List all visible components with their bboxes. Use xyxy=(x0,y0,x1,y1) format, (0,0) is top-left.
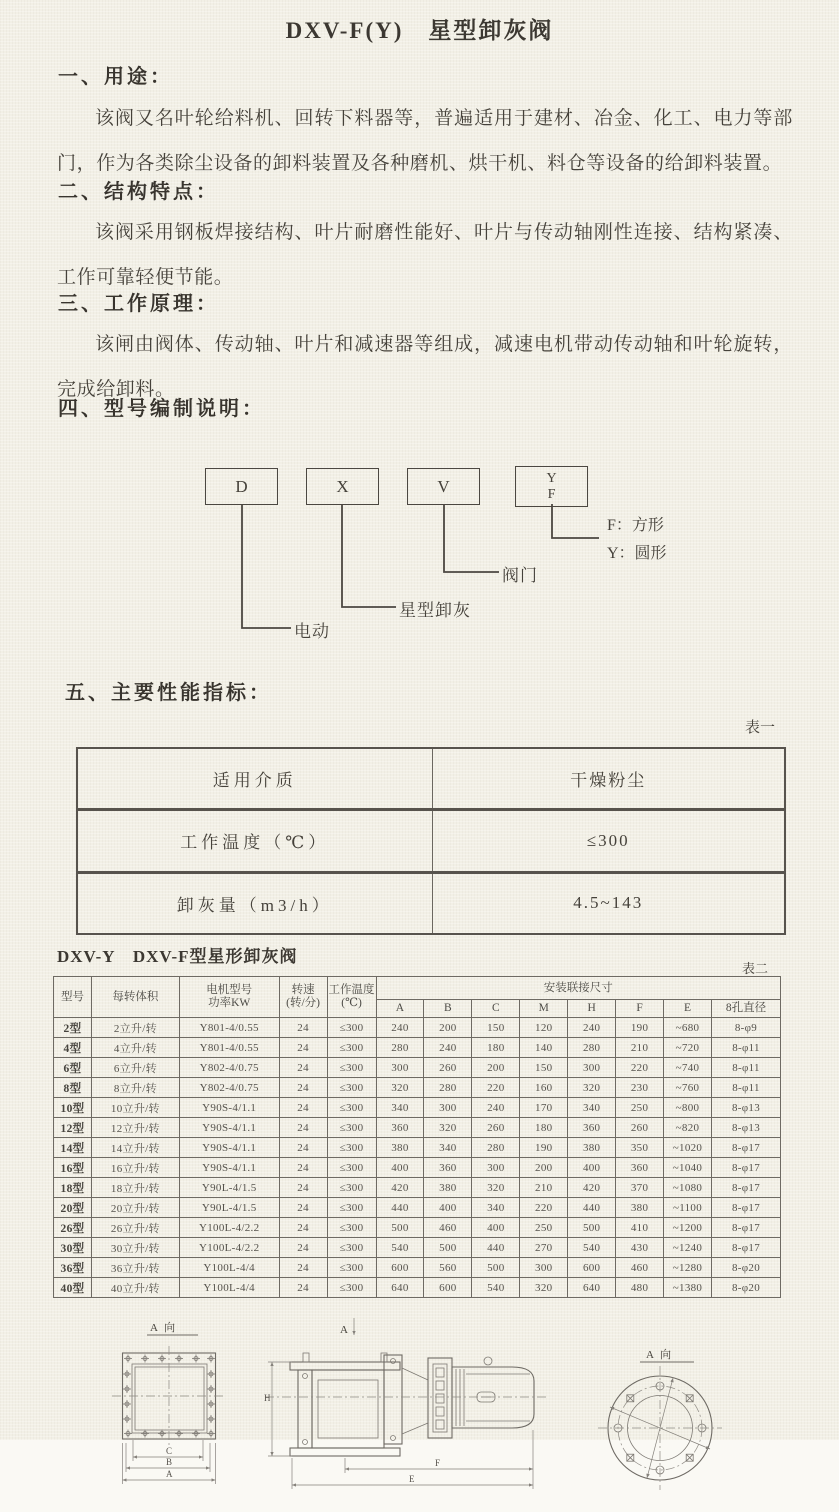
dim-label-e: E xyxy=(409,1474,415,1484)
temp-header-line2: (℃) xyxy=(341,997,362,1009)
table-cell: 10型 xyxy=(54,1098,92,1118)
table-cell: 300 xyxy=(568,1058,616,1078)
table-cell: 380 xyxy=(568,1138,616,1158)
table-cell: 10立升/转 xyxy=(91,1098,179,1118)
row-label: 卸灰量（m3/h） xyxy=(77,872,432,934)
table-cell: ≤300 xyxy=(327,1158,376,1178)
table-cell: 540 xyxy=(472,1278,520,1298)
col-header-c: C xyxy=(472,1000,520,1018)
table-cell: ≤300 xyxy=(327,1178,376,1198)
table-cell: ≤300 xyxy=(327,1198,376,1218)
col-header-speed xyxy=(279,977,327,1018)
code-y: Y xyxy=(546,470,557,486)
table-cell: 340 xyxy=(376,1098,424,1118)
table-cell: 24 xyxy=(279,1258,327,1278)
table-cell: 380 xyxy=(376,1138,424,1158)
table-cell: 8-φ17 xyxy=(711,1218,780,1238)
table-cell: 6立升/转 xyxy=(91,1058,179,1078)
table-cell: ≤300 xyxy=(327,1018,376,1038)
table-cell: Y801-4/0.55 xyxy=(179,1038,279,1058)
table-cell: 430 xyxy=(616,1238,664,1258)
table-row xyxy=(54,1018,781,1038)
table-cell: 540 xyxy=(376,1238,424,1258)
table-cell: Y802-4/0.75 xyxy=(179,1078,279,1098)
table-cell: 240 xyxy=(568,1018,616,1038)
table-cell: 320 xyxy=(520,1278,568,1298)
table-cell: ≤300 xyxy=(327,1278,376,1298)
table-cell: ≤300 xyxy=(327,1078,376,1098)
table-cell: 240 xyxy=(472,1098,520,1118)
table-cell: 420 xyxy=(376,1178,424,1198)
table-cell: ≤300 xyxy=(327,1118,376,1138)
square-flange-view xyxy=(112,1320,226,1484)
table-cell: 240 xyxy=(424,1038,472,1058)
table-cell: 24 xyxy=(279,1038,327,1058)
table-cell: ~760 xyxy=(664,1078,712,1098)
col-header-e: E xyxy=(664,1000,712,1018)
motor-header-line2: 功率KW xyxy=(208,997,251,1009)
table-cell: ~1040 xyxy=(664,1158,712,1178)
table-cell: 320 xyxy=(568,1078,616,1098)
table-cell: 120 xyxy=(520,1018,568,1038)
table-cell: ~1080 xyxy=(664,1178,712,1198)
table-cell: 500 xyxy=(376,1218,424,1238)
temp-header-line1: 工作温度 xyxy=(328,984,375,996)
paragraph-usage: 该阀又名叶轮给料机、回转下料器等，普遍适用于建材、冶金、化工、电力等部门，作为各类除尘设备的卸料装置及各种磨机、烘干机、料仓等设备的给卸料装置。 xyxy=(57,108,793,174)
table-cell: 480 xyxy=(616,1278,664,1298)
table-cell: 200 xyxy=(520,1158,568,1178)
table-cell: 170 xyxy=(520,1098,568,1118)
paragraph-structure: 该阀采用钢板焊接结构、叶片耐磨性能好、叶片与传动轴刚性连接、结构紧凑、工作可靠轻便节能。 xyxy=(57,222,793,288)
table-cell: Y100L-4/4 xyxy=(179,1278,279,1298)
table-cell: ~820 xyxy=(664,1118,712,1138)
table-cell: 24 xyxy=(279,1058,327,1078)
table2-caption: DXV-Y DXV-F型星形卸灰阀 xyxy=(57,947,298,966)
col-header-f: F xyxy=(616,1000,664,1018)
table-cell: 150 xyxy=(520,1058,568,1078)
table-cell: 260 xyxy=(472,1118,520,1138)
section-heading-performance: 五、主要性能指标： xyxy=(65,682,272,704)
table-cell: 370 xyxy=(616,1178,664,1198)
table-cell: 24 xyxy=(279,1178,327,1198)
table-cell: 26型 xyxy=(54,1218,92,1238)
table-cell: 8-φ11 xyxy=(711,1078,780,1098)
left-view-label: A 向 xyxy=(150,1322,178,1334)
table-cell: ≤300 xyxy=(327,1098,376,1118)
table-cell: 14型 xyxy=(54,1138,92,1158)
table-cell: 220 xyxy=(472,1078,520,1098)
table-cell: ~1280 xyxy=(664,1258,712,1278)
table-cell: 300 xyxy=(520,1258,568,1278)
table-cell: 30型 xyxy=(54,1238,92,1258)
table-cell: 8-φ17 xyxy=(711,1198,780,1218)
table-cell: 300 xyxy=(472,1158,520,1178)
label-valve: 阀门 xyxy=(502,566,538,585)
table-cell: Y90L-4/1.5 xyxy=(179,1178,279,1198)
table-cell: 250 xyxy=(520,1218,568,1238)
code-box-v: V xyxy=(407,468,480,505)
table-cell: 24 xyxy=(279,1018,327,1038)
technical-drawings xyxy=(0,1295,839,1512)
table-cell: 8-φ11 xyxy=(711,1038,780,1058)
table-cell: 24 xyxy=(279,1198,327,1218)
table-cell: 280 xyxy=(568,1038,616,1058)
table-cell: 360 xyxy=(376,1118,424,1138)
table-cell: Y90S-4/1.1 xyxy=(179,1138,279,1158)
col-header-temp xyxy=(327,977,376,1018)
table-cell: 250 xyxy=(616,1098,664,1118)
table-cell: 18型 xyxy=(54,1178,92,1198)
table-cell: ~1200 xyxy=(664,1218,712,1238)
table-row xyxy=(54,1138,781,1158)
code-box-yf xyxy=(515,466,588,507)
table-cell: ≤300 xyxy=(327,1038,376,1058)
table-cell: ≤300 xyxy=(327,1258,376,1278)
table-row xyxy=(54,1218,781,1238)
speed-header-line1: 转速 xyxy=(291,984,315,996)
table-cell: 8型 xyxy=(54,1078,92,1098)
table-cell: 14立升/转 xyxy=(91,1138,179,1158)
table-cell: 190 xyxy=(616,1018,664,1038)
table-cell: 410 xyxy=(616,1218,664,1238)
table-cell: 6型 xyxy=(54,1058,92,1078)
table-cell: 340 xyxy=(472,1198,520,1218)
table-cell: 440 xyxy=(568,1198,616,1218)
table-cell: 360 xyxy=(424,1158,472,1178)
table-cell: 24 xyxy=(279,1078,327,1098)
section-heading-model-code: 四、型号编制说明： xyxy=(58,398,265,420)
page-title: DXV-F(Y) 星型卸灰阀 xyxy=(285,18,554,43)
dim-label-f: F xyxy=(435,1458,441,1468)
table-cell: 8-φ17 xyxy=(711,1158,780,1178)
table-cell: 460 xyxy=(424,1218,472,1238)
table-row xyxy=(54,1098,781,1118)
table-cell: 440 xyxy=(376,1198,424,1218)
table-cell: 260 xyxy=(424,1058,472,1078)
table-cell: 24 xyxy=(279,1238,327,1258)
table-cell: 180 xyxy=(472,1038,520,1058)
legend-square: F：方形 xyxy=(607,517,664,534)
code-f: F xyxy=(547,486,556,502)
table-cell: 8-φ17 xyxy=(711,1138,780,1158)
table-cell: Y100L-4/4 xyxy=(179,1258,279,1278)
table-cell: 24 xyxy=(279,1278,327,1298)
table-cell: 8-φ20 xyxy=(711,1278,780,1298)
table-cell: 140 xyxy=(520,1038,568,1058)
table-cell: 350 xyxy=(616,1138,664,1158)
row-label: 适用介质 xyxy=(212,771,297,791)
table-cell: ~1020 xyxy=(664,1138,712,1158)
table-cell: ~740 xyxy=(664,1058,712,1078)
table-row xyxy=(54,1078,781,1098)
code-box-x: X xyxy=(306,468,379,505)
table-cell: Y90S-4/1.1 xyxy=(179,1098,279,1118)
table-row xyxy=(54,1118,781,1138)
table-cell: 24 xyxy=(279,1098,327,1118)
col-header-a: A xyxy=(376,1000,424,1018)
table-cell: 400 xyxy=(424,1198,472,1218)
table-cell: 200 xyxy=(424,1018,472,1038)
table-row xyxy=(77,810,785,873)
table-cell: 20型 xyxy=(54,1198,92,1218)
table-cell: 220 xyxy=(616,1058,664,1078)
section-heading-structure: 二、结构特点： xyxy=(58,181,219,203)
table-cell: 160 xyxy=(520,1078,568,1098)
table-cell: 4型 xyxy=(54,1038,92,1058)
table-cell: 240 xyxy=(376,1018,424,1038)
table-cell: 8立升/转 xyxy=(91,1078,179,1098)
table-cell: 8-φ9 xyxy=(711,1018,780,1038)
table-cell: 230 xyxy=(616,1078,664,1098)
table-cell: Y801-4/0.55 xyxy=(179,1018,279,1038)
table-cell: 24 xyxy=(279,1138,327,1158)
row-value: 4.5~143 xyxy=(432,872,785,934)
table-cell: 560 xyxy=(424,1258,472,1278)
right-view-label: A 向 xyxy=(646,1349,674,1361)
table-cell: Y90S-4/1.1 xyxy=(179,1118,279,1138)
table-cell: 4立升/转 xyxy=(91,1038,179,1058)
table-cell: 180 xyxy=(520,1118,568,1138)
paragraph-principle: 该闸由阀体、传动轴、叶片和减速器等组成，减速电机带动传动轴和叶轮旋转，完成给卸料。 xyxy=(57,334,793,400)
table-cell: 190 xyxy=(520,1138,568,1158)
table-cell: 18立升/转 xyxy=(91,1178,179,1198)
table-cell: 280 xyxy=(424,1078,472,1098)
table-cell: 2型 xyxy=(54,1018,92,1038)
table-cell: 24 xyxy=(279,1158,327,1178)
table-cell: 320 xyxy=(424,1118,472,1138)
table-cell: 24 xyxy=(279,1218,327,1238)
col-header-m: M xyxy=(520,1000,568,1018)
header-row xyxy=(54,977,781,1000)
table-cell: 36立升/转 xyxy=(91,1258,179,1278)
dim-label-b: B xyxy=(166,1457,173,1467)
table-cell: 8-φ11 xyxy=(711,1058,780,1078)
table-cell: ≤300 xyxy=(327,1218,376,1238)
motor-header-line1: 电机型号 xyxy=(206,984,253,996)
dimension-table-body xyxy=(54,1018,781,1298)
table-cell: 380 xyxy=(616,1198,664,1218)
table-cell: 300 xyxy=(424,1098,472,1118)
dim-label-c: C xyxy=(166,1446,173,1456)
table-cell: 460 xyxy=(616,1258,664,1278)
col-header-model: 型号 xyxy=(54,977,92,1018)
model-code-diagram xyxy=(0,455,839,670)
table-cell: 380 xyxy=(424,1178,472,1198)
table-cell: ~720 xyxy=(664,1038,712,1058)
table-cell: 640 xyxy=(376,1278,424,1298)
speed-header-line2: (转/分) xyxy=(286,997,321,1009)
table-cell: 270 xyxy=(520,1238,568,1258)
table-cell: 400 xyxy=(568,1158,616,1178)
round-flange-view xyxy=(598,1347,722,1490)
row-value: 干燥粉尘 xyxy=(432,748,785,810)
code-box-d: D xyxy=(205,468,278,505)
table-cell: 12立升/转 xyxy=(91,1118,179,1138)
table-cell: 500 xyxy=(568,1218,616,1238)
section-arrow-label: A xyxy=(340,1324,350,1336)
table-row xyxy=(54,1058,781,1078)
table-cell: 280 xyxy=(376,1038,424,1058)
dim-label-h: H xyxy=(264,1393,271,1403)
table-cell: 400 xyxy=(472,1218,520,1238)
valve-side-view xyxy=(264,1318,548,1489)
table-cell: 210 xyxy=(520,1178,568,1198)
table-cell: ~1380 xyxy=(664,1278,712,1298)
performance-table xyxy=(76,747,786,935)
table-cell: 280 xyxy=(472,1138,520,1158)
table1-tag: 表一 xyxy=(745,720,776,736)
table-cell: Y802-4/0.75 xyxy=(179,1058,279,1078)
table-cell: 340 xyxy=(424,1138,472,1158)
table-cell: 300 xyxy=(376,1058,424,1078)
table-cell: ≤300 xyxy=(327,1058,376,1078)
table-cell: Y100L-4/2.2 xyxy=(179,1238,279,1258)
col-header-h: H xyxy=(568,1000,616,1018)
table-cell: 360 xyxy=(616,1158,664,1178)
table-cell: 600 xyxy=(376,1258,424,1278)
table-cell: 260 xyxy=(616,1118,664,1138)
table-row xyxy=(77,748,785,810)
table-cell: 24 xyxy=(279,1118,327,1138)
table-cell: 320 xyxy=(472,1178,520,1198)
table-cell: ≤300 xyxy=(327,1238,376,1258)
table-cell: 420 xyxy=(568,1178,616,1198)
table-cell: 40型 xyxy=(54,1278,92,1298)
table-cell: 440 xyxy=(472,1238,520,1258)
table-cell: ≤300 xyxy=(327,1138,376,1158)
table-cell: 20立升/转 xyxy=(91,1198,179,1218)
table-cell: ~1240 xyxy=(664,1238,712,1258)
label-electric: 电动 xyxy=(294,622,330,641)
table-cell: 8-φ13 xyxy=(711,1098,780,1118)
dimension-table xyxy=(53,976,781,1298)
table-row xyxy=(54,1158,781,1178)
row-label: 工作温度（℃） xyxy=(77,810,432,873)
table-cell: 500 xyxy=(424,1238,472,1258)
table-cell: Y100L-4/2.2 xyxy=(179,1218,279,1238)
table-cell: Y90L-4/1.5 xyxy=(179,1198,279,1218)
section-heading-principle: 三、工作原理： xyxy=(58,293,219,315)
col-header-b: B xyxy=(424,1000,472,1018)
table-cell: ~1100 xyxy=(664,1198,712,1218)
table-row xyxy=(54,1198,781,1218)
table-cell: 30立升/转 xyxy=(91,1238,179,1258)
table-cell: 540 xyxy=(568,1238,616,1258)
table-cell: 340 xyxy=(568,1098,616,1118)
table-cell: 600 xyxy=(568,1258,616,1278)
table-cell: 600 xyxy=(424,1278,472,1298)
table2-tag: 表二 xyxy=(742,961,769,976)
table-row xyxy=(54,1038,781,1058)
table-cell: 220 xyxy=(520,1198,568,1218)
table-cell: 16型 xyxy=(54,1158,92,1178)
legend-round: Y：圆形 xyxy=(607,545,667,562)
table-cell: 12型 xyxy=(54,1118,92,1138)
table-cell: Y90S-4/1.1 xyxy=(179,1158,279,1178)
table-cell: 16立升/转 xyxy=(91,1158,179,1178)
col-header-mounting: 安装联接尺寸 xyxy=(376,977,781,1000)
table-cell: 320 xyxy=(376,1078,424,1098)
table-cell: 36型 xyxy=(54,1258,92,1278)
table-cell: 8-φ20 xyxy=(711,1258,780,1278)
table-cell: 210 xyxy=(616,1038,664,1058)
table-cell: 26立升/转 xyxy=(91,1218,179,1238)
table-cell: 360 xyxy=(568,1118,616,1138)
table-cell: 8-φ17 xyxy=(711,1238,780,1258)
col-header-volume: 每转体积 xyxy=(91,977,179,1018)
table-cell: 150 xyxy=(472,1018,520,1038)
table-cell: 200 xyxy=(472,1058,520,1078)
row-value: ≤300 xyxy=(432,810,785,873)
table-row xyxy=(54,1258,781,1278)
dim-label-a: A xyxy=(166,1469,173,1479)
table-cell: ~680 xyxy=(664,1018,712,1038)
table-cell: 400 xyxy=(376,1158,424,1178)
table-cell: 8-φ17 xyxy=(711,1178,780,1198)
table-row xyxy=(54,1238,781,1258)
table-cell: 2立升/转 xyxy=(91,1018,179,1038)
table-cell: 40立升/转 xyxy=(91,1278,179,1298)
table-cell: 640 xyxy=(568,1278,616,1298)
label-star-discharge: 星型卸灰 xyxy=(399,601,471,620)
col-header-motor xyxy=(179,977,279,1018)
section-heading-usage: 一、用途： xyxy=(58,66,173,88)
table-cell: 500 xyxy=(472,1258,520,1278)
col-header-holes: 8孔直径 xyxy=(711,1000,780,1018)
table-cell: ~800 xyxy=(664,1098,712,1118)
table-row xyxy=(77,872,785,934)
table-cell: 8-φ13 xyxy=(711,1118,780,1138)
table-row xyxy=(54,1178,781,1198)
